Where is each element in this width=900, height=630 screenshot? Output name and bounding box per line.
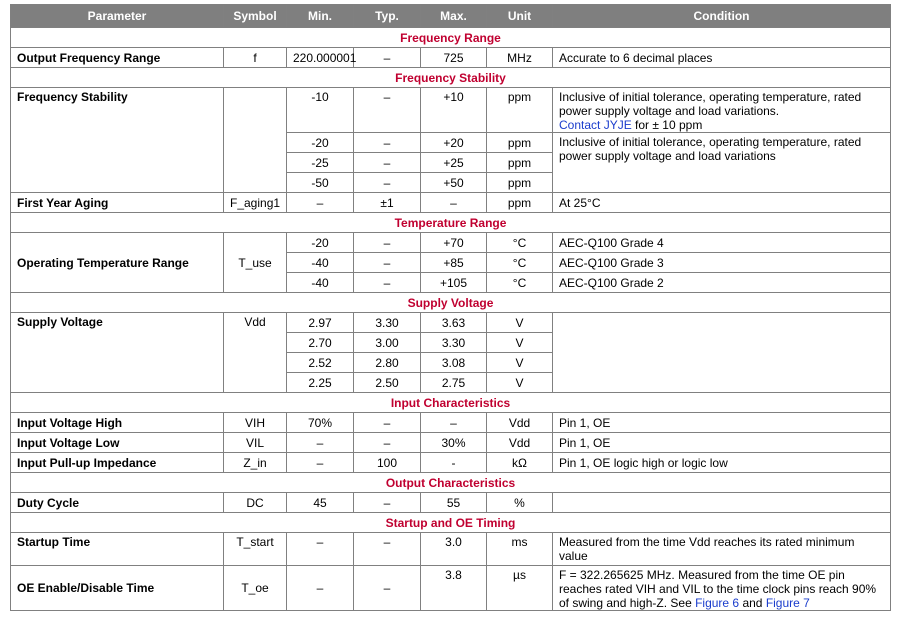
max-cell: +10 [421, 88, 487, 133]
figure-6-link[interactable]: Figure 6 [695, 596, 740, 610]
min-cell: – [287, 453, 354, 473]
typ-cell: 2.80 [354, 353, 421, 373]
typ-cell: – [354, 533, 421, 566]
header-typ: Typ. [354, 5, 421, 28]
max-cell: +25 [421, 153, 487, 173]
max-cell: +85 [421, 253, 487, 273]
table-row [11, 493, 891, 513]
min-cell: 2.25 [287, 373, 354, 393]
typ-cell: – [354, 88, 421, 133]
symbol-cell: f [224, 48, 287, 68]
typ-cell: – [354, 493, 421, 513]
unit-cell: % [487, 493, 553, 513]
unit-cell: V [487, 373, 553, 393]
table-row [11, 48, 891, 68]
max-cell: 725 [421, 48, 487, 68]
param-cell: OE Enable/Disable Time [11, 566, 224, 611]
unit-cell: V [487, 313, 553, 333]
section-row [11, 213, 891, 233]
table-row [11, 413, 891, 433]
condition-cell [553, 313, 891, 393]
spec-table [10, 4, 891, 611]
section-row [11, 393, 891, 413]
min-cell: -50 [287, 173, 354, 193]
section-title: Input Characteristics [11, 393, 891, 413]
symbol-cell: VIL [224, 433, 287, 453]
typ-cell: – [354, 413, 421, 433]
table-row [11, 566, 891, 611]
condition-cell: AEC-Q100 Grade 2 [553, 273, 891, 293]
min-cell: -40 [287, 253, 354, 273]
min-cell: – [287, 193, 354, 213]
table-row [11, 533, 891, 566]
min-cell: 2.52 [287, 353, 354, 373]
condition-tail: for ± 10 ppm [631, 118, 703, 132]
condition-text: Inclusive of initial tolerance, operating temperature, rated power supply voltage and load variations. [559, 90, 862, 118]
header-symbol: Symbol [224, 5, 287, 28]
typ-cell: – [354, 233, 421, 253]
param-cell: Supply Voltage [11, 313, 224, 393]
max-cell: 30% [421, 433, 487, 453]
condition-cell: Pin 1, OE logic high or logic low [553, 453, 891, 473]
header-min: Min. [287, 5, 354, 28]
unit-cell: °C [487, 273, 553, 293]
min-cell: 220.000001 [287, 48, 354, 68]
typ-cell: – [354, 173, 421, 193]
symbol-cell: DC [224, 493, 287, 513]
table-row [11, 433, 891, 453]
unit-cell: MHz [487, 48, 553, 68]
section-row [11, 513, 891, 533]
typ-cell: 3.00 [354, 333, 421, 353]
min-cell: – [287, 533, 354, 566]
header-unit: Unit [487, 5, 553, 28]
param-cell: Input Voltage Low [11, 433, 224, 453]
table-row [11, 233, 891, 253]
min-cell: 2.97 [287, 313, 354, 333]
max-cell: 3.8 [421, 566, 487, 611]
contact-link[interactable]: Contact JYJE [559, 118, 632, 132]
condition-text: F = 322.265625 MHz. Measured from the time OE pin reaches rated VIH and VIL to the time clock pins reach 90% of swing and high-Z. See [559, 568, 877, 610]
section-row [11, 68, 891, 88]
unit-cell: ppm [487, 133, 553, 153]
symbol-cell: Vdd [224, 313, 287, 393]
section-title: Frequency Range [11, 28, 891, 48]
typ-cell: ±1 [354, 193, 421, 213]
min-cell: 45 [287, 493, 354, 513]
unit-cell: ppm [487, 153, 553, 173]
max-cell: – [421, 193, 487, 213]
unit-cell: kΩ [487, 453, 553, 473]
section-title: Supply Voltage [11, 293, 891, 313]
max-cell: - [421, 453, 487, 473]
figure-7-link[interactable]: Figure 7 [765, 596, 810, 610]
unit-cell: ppm [487, 193, 553, 213]
condition-cell: Inclusive of initial tolerance, operating temperature, rated power supply voltage and load variations [553, 133, 891, 193]
unit-cell: ppm [487, 88, 553, 133]
symbol-cell: T_use [224, 233, 287, 293]
condition-cell: AEC-Q100 Grade 3 [553, 253, 891, 273]
unit-cell: V [487, 353, 553, 373]
table-row [11, 193, 891, 213]
typ-cell: 2.50 [354, 373, 421, 393]
typ-cell: – [354, 253, 421, 273]
condition-cell: Accurate to 6 decimal places [553, 48, 891, 68]
min-cell: 70% [287, 413, 354, 433]
unit-cell: µs [487, 566, 553, 611]
typ-cell: – [354, 433, 421, 453]
condition-cell: Measured from the time Vdd reaches its rated minimum value [553, 533, 891, 566]
max-cell: +70 [421, 233, 487, 253]
header-max: Max. [421, 5, 487, 28]
unit-cell: V [487, 333, 553, 353]
section-row [11, 473, 891, 493]
max-cell: +50 [421, 173, 487, 193]
header-condition: Condition [553, 5, 891, 28]
min-cell: -40 [287, 273, 354, 293]
condition-cell: Pin 1, OE [553, 413, 891, 433]
condition-cell [553, 88, 891, 133]
min-cell: -10 [287, 88, 354, 133]
section-title: Output Characteristics [11, 473, 891, 493]
section-row [11, 293, 891, 313]
symbol-cell [224, 88, 287, 193]
symbol-cell: T_start [224, 533, 287, 566]
max-cell: 3.30 [421, 333, 487, 353]
condition-cell: Pin 1, OE [553, 433, 891, 453]
condition-and: and [739, 596, 766, 610]
section-title: Startup and OE Timing [11, 513, 891, 533]
unit-cell: ppm [487, 173, 553, 193]
condition-cell [553, 493, 891, 513]
param-cell: Startup Time [11, 533, 224, 566]
max-cell: 3.08 [421, 353, 487, 373]
param-cell: Output Frequency Range [11, 48, 224, 68]
unit-cell: °C [487, 253, 553, 273]
typ-cell: – [354, 153, 421, 173]
condition-cell: AEC-Q100 Grade 4 [553, 233, 891, 253]
typ-cell: 100 [354, 453, 421, 473]
max-cell: 3.63 [421, 313, 487, 333]
max-cell: 2.75 [421, 373, 487, 393]
condition-cell: At 25°C [553, 193, 891, 213]
typ-cell: – [354, 133, 421, 153]
param-cell: Operating Temperature Range [11, 233, 224, 293]
condition-cell [553, 566, 891, 611]
min-cell: 2.70 [287, 333, 354, 353]
min-cell: -20 [287, 133, 354, 153]
typ-cell: – [354, 48, 421, 68]
table-row [11, 313, 891, 333]
max-cell: +20 [421, 133, 487, 153]
unit-cell: °C [487, 233, 553, 253]
header-row [11, 5, 891, 28]
symbol-cell: T_oe [224, 566, 287, 611]
section-row [11, 28, 891, 48]
header-parameter: Parameter [11, 5, 224, 28]
max-cell: 3.0 [421, 533, 487, 566]
section-title: Temperature Range [11, 213, 891, 233]
min-cell: -25 [287, 153, 354, 173]
param-cell: Input Voltage High [11, 413, 224, 433]
max-cell: +105 [421, 273, 487, 293]
typ-cell: 3.30 [354, 313, 421, 333]
min-cell: -20 [287, 233, 354, 253]
param-cell: Frequency Stability [11, 88, 224, 193]
max-cell: – [421, 413, 487, 433]
symbol-cell: Z_in [224, 453, 287, 473]
section-title: Frequency Stability [11, 68, 891, 88]
unit-cell: Vdd [487, 413, 553, 433]
min-cell: – [287, 433, 354, 453]
param-cell: Input Pull-up Impedance [11, 453, 224, 473]
symbol-cell: VIH [224, 413, 287, 433]
unit-cell: ms [487, 533, 553, 566]
table-row [11, 453, 891, 473]
min-cell: – [287, 566, 354, 611]
max-cell: 55 [421, 493, 487, 513]
typ-cell: – [354, 273, 421, 293]
typ-cell: – [354, 566, 421, 611]
unit-cell: Vdd [487, 433, 553, 453]
param-cell: Duty Cycle [11, 493, 224, 513]
symbol-cell: F_aging1 [224, 193, 287, 213]
table-row [11, 88, 891, 133]
param-cell: First Year Aging [11, 193, 224, 213]
